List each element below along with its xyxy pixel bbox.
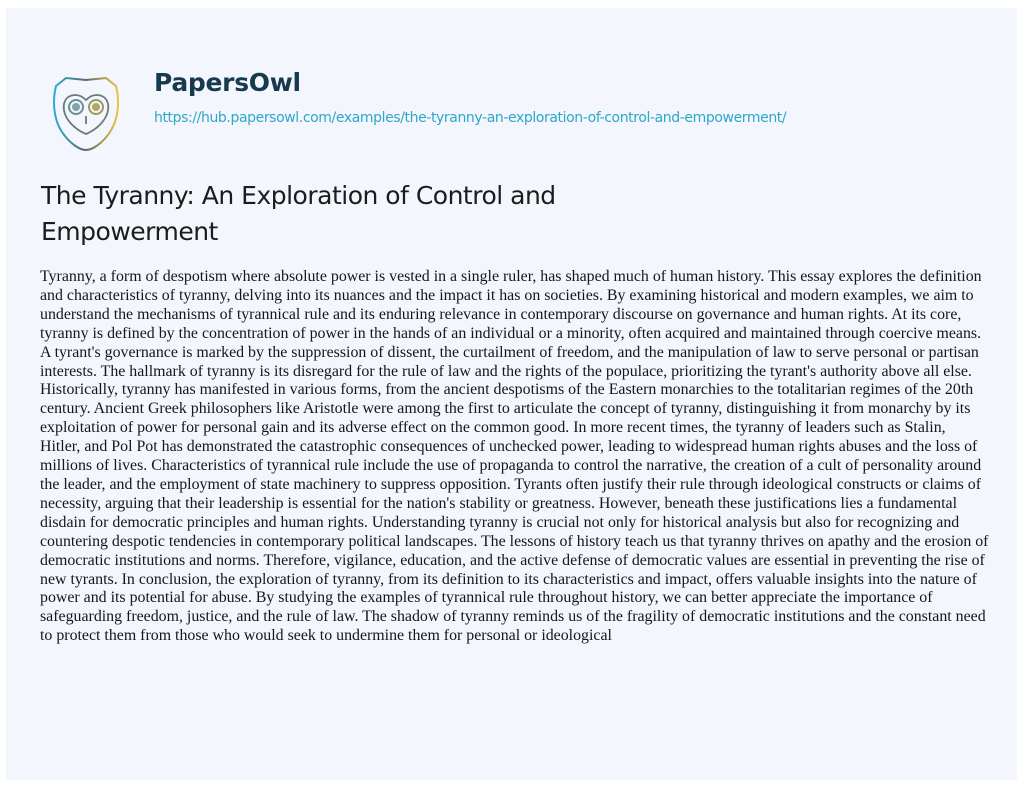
site-header — [44, 68, 944, 168]
source-url[interactable]: https://hub.papersowl.com/examples/the-tyranny-an-exploration-of-control-and-empowerment/ — [154, 110, 787, 126]
brand-name[interactable]: PapersOwl — [154, 68, 301, 97]
essay-title: The Tyranny: An Exploration of Control and Empowerment — [41, 181, 556, 246]
essay-body: Tyranny, a form of despotism where absolute power is vested in a single ruler, has shaped much of human history. This essay explores the definition and characteristics of tyranny, delving into its nuances and the impact it has on societies. By examining historical and modern examples, we aim to understand the mechanisms of tyrannical rule and its enduring relevance in contemporary discourse on governance and human rights. At its core, tyranny is defined by the concentration of power in the hands of an individual or a minority, often acquired and maintained through coercive means. A tyrant's governance is marked by the suppression of dissent, the curtailment of freedom, and the manipulation of law to serve personal or partisan interests. The hallmark of tyranny is its disregard for the rule of law and the rights of the populace, prioritizing the tyrant's authority above all else. Historically, tyranny has manifested in various forms, from the ancient despotisms of the Eastern monarchies to the totalitarian regimes of the 20th century. Ancient Greek philosophers like Aristotle were among the first to articulate the concept of tyranny, distinguishing it from monarchy by its exploitation of power for personal gain and its adverse effect on the common good. In more recent times, the tyranny of leaders such as Stalin, Hitler, and Pol Pot has demonstrated the catastrophic consequences of unchecked power, leading to widespread human rights abuses and the loss of millions of lives. Characteristics of tyrannical rule include the use of propaganda to control the narrative, the creation of a cult of personality around the leader, and the employment of state machinery to suppress opposition. Tyrants often justify their rule through ideological constructs or claims of necessity, arguing that their leadership is essential for the nation's stability or greatness. However, beneath these justifications lies a fundamental disdain for democratic principles and human rights. Understanding tyranny is crucial not only for historical analysis but also for recognizing and countering despotic tendencies in contemporary political landscapes. The lessons of history teach us that tyranny thrives on apathy and the erosion of democratic institutions and norms. Therefore, vigilance, education, and the active defense of democratic values are essential in preventing the rise of new tyrants. In conclusion, the exploration of tyranny, from its definition to its characteristics and impact, offers valuable insights into the nature of power and its potential for abuse. By studying the examples of tyrannical rule throughout history, we can better appreciate the importance of safeguarding freedom, justice, and the rule of law. The shadow of tyranny reminds us of the fragility of democratic institutions and the constant need to protect them from those who would seek to undermine them for personal or ideological — [40, 268, 989, 645]
document-page — [6, 8, 1017, 780]
owl-icon — [44, 72, 144, 172]
